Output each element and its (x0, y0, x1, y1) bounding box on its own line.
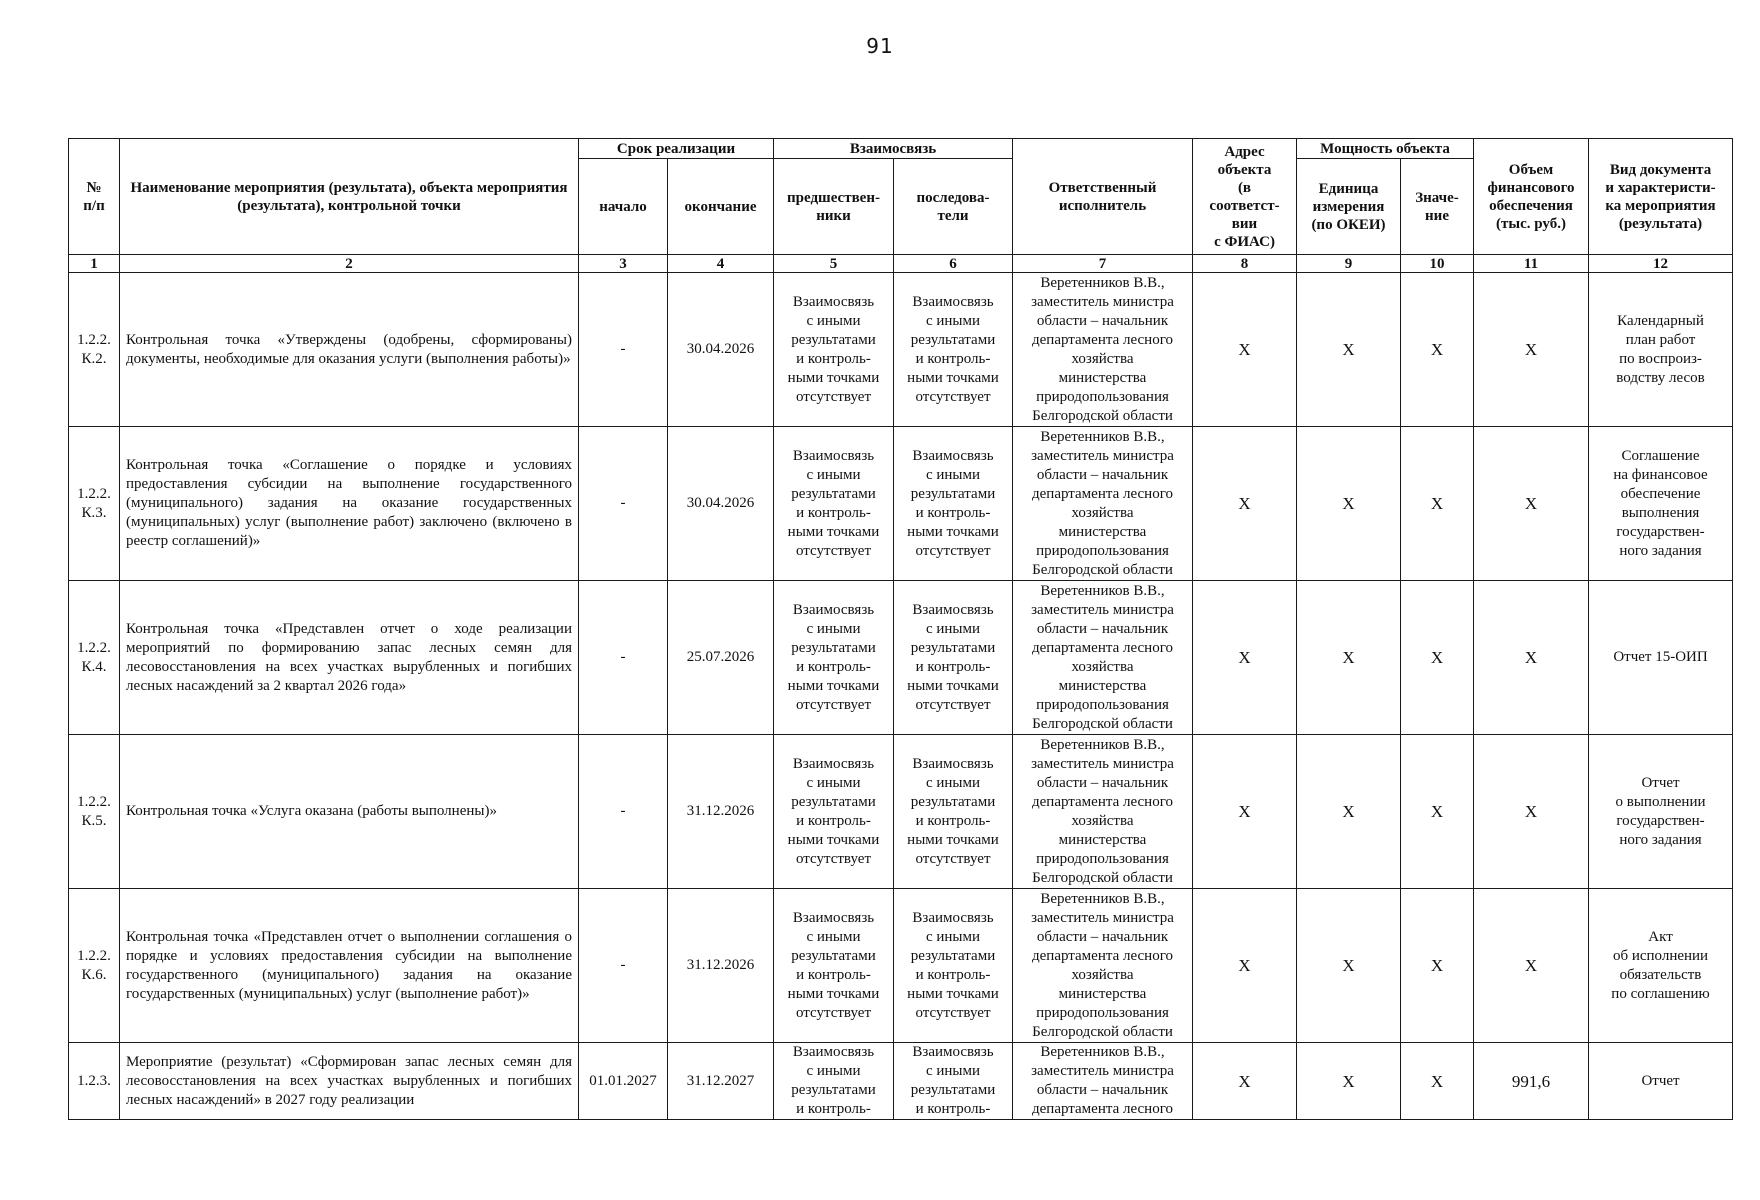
row-responsible: Веретенников В.В., заместитель министра области – начальник департамента лесного (1013, 1043, 1193, 1120)
row-start: - (579, 427, 668, 581)
row-successors: Взаимосвязь с иными результатами и контроль- ными точками отсутствует (894, 581, 1013, 735)
table-row (69, 889, 1733, 1043)
row-doc-type: Соглашение на финансовое обеспечение выполнения государствен- ного задания (1589, 427, 1733, 581)
row-predecessors: Взаимосвязь с иными результатами и контроль- ными точками отсутствует (774, 581, 894, 735)
row-number: 1.2.2. К.5. (69, 735, 120, 889)
header-unit: Единица измерения (по ОКЕИ) (1297, 159, 1401, 255)
column-number: 9 (1297, 255, 1401, 273)
row-value: X (1401, 427, 1474, 581)
column-number: 1 (69, 255, 120, 273)
column-number: 12 (1589, 255, 1733, 273)
header-predecessors: предшествен- ники (774, 159, 894, 255)
column-number: 7 (1013, 255, 1193, 273)
row-responsible: Веретенников В.В., заместитель министра области – начальник департамента лесного хозяйства министерства природопользования Белгородской области (1013, 273, 1193, 427)
column-numbers-row (69, 255, 1733, 273)
row-end: 30.04.2026 (668, 427, 774, 581)
row-doc-type: Отчет (1589, 1043, 1733, 1120)
row-successors: Взаимосвязь с иными результатами и контроль- ными точками отсутствует (894, 427, 1013, 581)
row-number: 1.2.2. К.3. (69, 427, 120, 581)
row-doc-type: Отчет 15-ОИП (1589, 581, 1733, 735)
header-row-top (69, 139, 1733, 159)
row-name: Контрольная точка «Представлен отчет о ходе реализации мероприятий по формированию запас лесных семян для лесовосстановления на всех участках вырубленных и погибших лесных насаждений за 2 квартал 2026 года» (120, 581, 579, 735)
header-capacity: Мощность объекта (1297, 139, 1474, 159)
row-number: 1.2.3. (69, 1043, 120, 1120)
row-finance: X (1474, 273, 1589, 427)
header-relation: Взаимосвязь (774, 139, 1013, 159)
row-name: Контрольная точка «Утверждены (одобрены, сформированы) документы, необходимые для оказания услуги (выполнения работы)» (120, 273, 579, 427)
row-end: 31.12.2027 (668, 1043, 774, 1120)
column-number: 2 (120, 255, 579, 273)
header-period: Срок реализации (579, 139, 774, 159)
row-address: X (1193, 273, 1297, 427)
row-predecessors: Взаимосвязь с иными результатами и контроль- ными точками отсутствует (774, 735, 894, 889)
row-value: X (1401, 1043, 1474, 1120)
header-address: Адрес объекта (в соответст- вии с ФИАС) (1193, 139, 1297, 255)
column-number: 8 (1193, 255, 1297, 273)
row-unit: X (1297, 889, 1401, 1043)
row-successors: Взаимосвязь с иными результатами и контроль- ными точками отсутствует (894, 273, 1013, 427)
row-doc-type: Отчет о выполнении государствен- ного задания (1589, 735, 1733, 889)
row-address: X (1193, 735, 1297, 889)
row-finance: X (1474, 735, 1589, 889)
row-predecessors: Взаимосвязь с иными результатами и контроль- (774, 1043, 894, 1120)
column-number: 6 (894, 255, 1013, 273)
row-start: - (579, 273, 668, 427)
header-finance: Объем финансового обеспечения (тыс. руб.) (1474, 139, 1589, 255)
header-successors: последова- тели (894, 159, 1013, 255)
header-name: Наименование мероприятия (результата), объекта мероприятия (результата), контрольной точки (120, 139, 579, 255)
row-start: 01.01.2027 (579, 1043, 668, 1120)
column-number: 11 (1474, 255, 1589, 273)
row-unit: X (1297, 273, 1401, 427)
table-row (69, 581, 1733, 735)
row-successors: Взаимосвязь с иными результатами и контроль- ными точками отсутствует (894, 889, 1013, 1043)
row-number: 1.2.2. К.6. (69, 889, 120, 1043)
row-successors: Взаимосвязь с иными результатами и контроль- ными точками отсутствует (894, 735, 1013, 889)
row-name: Контрольная точка «Услуга оказана (работы выполнены)» (120, 735, 579, 889)
row-end: 31.12.2026 (668, 889, 774, 1043)
row-finance: 991,6 (1474, 1043, 1589, 1120)
page-number: 91 (866, 34, 894, 58)
row-responsible: Веретенников В.В., заместитель министра области – начальник департамента лесного хозяйства министерства природопользования Белгородской области (1013, 889, 1193, 1043)
column-number: 10 (1401, 255, 1474, 273)
row-unit: X (1297, 1043, 1401, 1120)
row-finance: X (1474, 581, 1589, 735)
row-finance: X (1474, 427, 1589, 581)
activity-plan-table (68, 138, 1733, 1120)
row-predecessors: Взаимосвязь с иными результатами и контроль- ными точками отсутствует (774, 889, 894, 1043)
header-doc-type: Вид документа и характеристи- ка мероприятия (результата) (1589, 139, 1733, 255)
row-doc-type: Календарный план работ по воспроиз- водству лесов (1589, 273, 1733, 427)
row-value: X (1401, 581, 1474, 735)
header-start: начало (579, 159, 668, 255)
row-start: - (579, 889, 668, 1043)
row-start: - (579, 735, 668, 889)
table-row (69, 427, 1733, 581)
row-name: Мероприятие (результат) «Сформирован запас лесных семян для лесовосстановления на всех участках вырубленных и погибших лесных насаждений» в 2027 году реализации (120, 1043, 579, 1120)
row-name: Контрольная точка «Представлен отчет о выполнении соглашения о порядке и условиях предоставления субсидии на выполнение государственного (муниципального) задания на оказание государственных (муниципальных) услуг (выполнение работ)» (120, 889, 579, 1043)
row-responsible: Веретенников В.В., заместитель министра области – начальник департамента лесного хозяйства министерства природопользования Белгородской области (1013, 735, 1193, 889)
row-responsible: Веретенников В.В., заместитель министра области – начальник департамента лесного хозяйства министерства природопользования Белгородской области (1013, 427, 1193, 581)
row-number: 1.2.2. К.4. (69, 581, 120, 735)
column-number: 3 (579, 255, 668, 273)
column-number: 5 (774, 255, 894, 273)
row-finance: X (1474, 889, 1589, 1043)
row-address: X (1193, 889, 1297, 1043)
row-end: 25.07.2026 (668, 581, 774, 735)
row-unit: X (1297, 735, 1401, 889)
row-address: X (1193, 427, 1297, 581)
row-predecessors: Взаимосвязь с иными результатами и контроль- ными точками отсутствует (774, 427, 894, 581)
header-value: Значе- ние (1401, 159, 1474, 255)
header-num: № п/п (69, 139, 120, 255)
row-unit: X (1297, 581, 1401, 735)
row-successors: Взаимосвязь с иными результатами и контроль- (894, 1043, 1013, 1120)
table-row (69, 1043, 1733, 1120)
table-row (69, 273, 1733, 427)
row-number: 1.2.2. К.2. (69, 273, 120, 427)
row-address: X (1193, 1043, 1297, 1120)
row-end: 31.12.2026 (668, 735, 774, 889)
row-value: X (1401, 273, 1474, 427)
row-value: X (1401, 735, 1474, 889)
header-responsible: Ответственный исполнитель (1013, 139, 1193, 255)
row-doc-type: Акт об исполнении обязательств по соглашению (1589, 889, 1733, 1043)
header-end: окончание (668, 159, 774, 255)
column-number: 4 (668, 255, 774, 273)
row-name: Контрольная точка «Соглашение о порядке и условиях предоставления субсидии на выполнение государственного (муниципального) задания на оказание государственных (муниципальных) услуг (выполнение работ) заключено (включено в реестр соглашений)» (120, 427, 579, 581)
row-start: - (579, 581, 668, 735)
row-unit: X (1297, 427, 1401, 581)
row-responsible: Веретенников В.В., заместитель министра области – начальник департамента лесного хозяйства министерства природопользования Белгородской области (1013, 581, 1193, 735)
table-row (69, 735, 1733, 889)
row-address: X (1193, 581, 1297, 735)
row-end: 30.04.2026 (668, 273, 774, 427)
row-predecessors: Взаимосвязь с иными результатами и контроль- ными точками отсутствует (774, 273, 894, 427)
row-value: X (1401, 889, 1474, 1043)
